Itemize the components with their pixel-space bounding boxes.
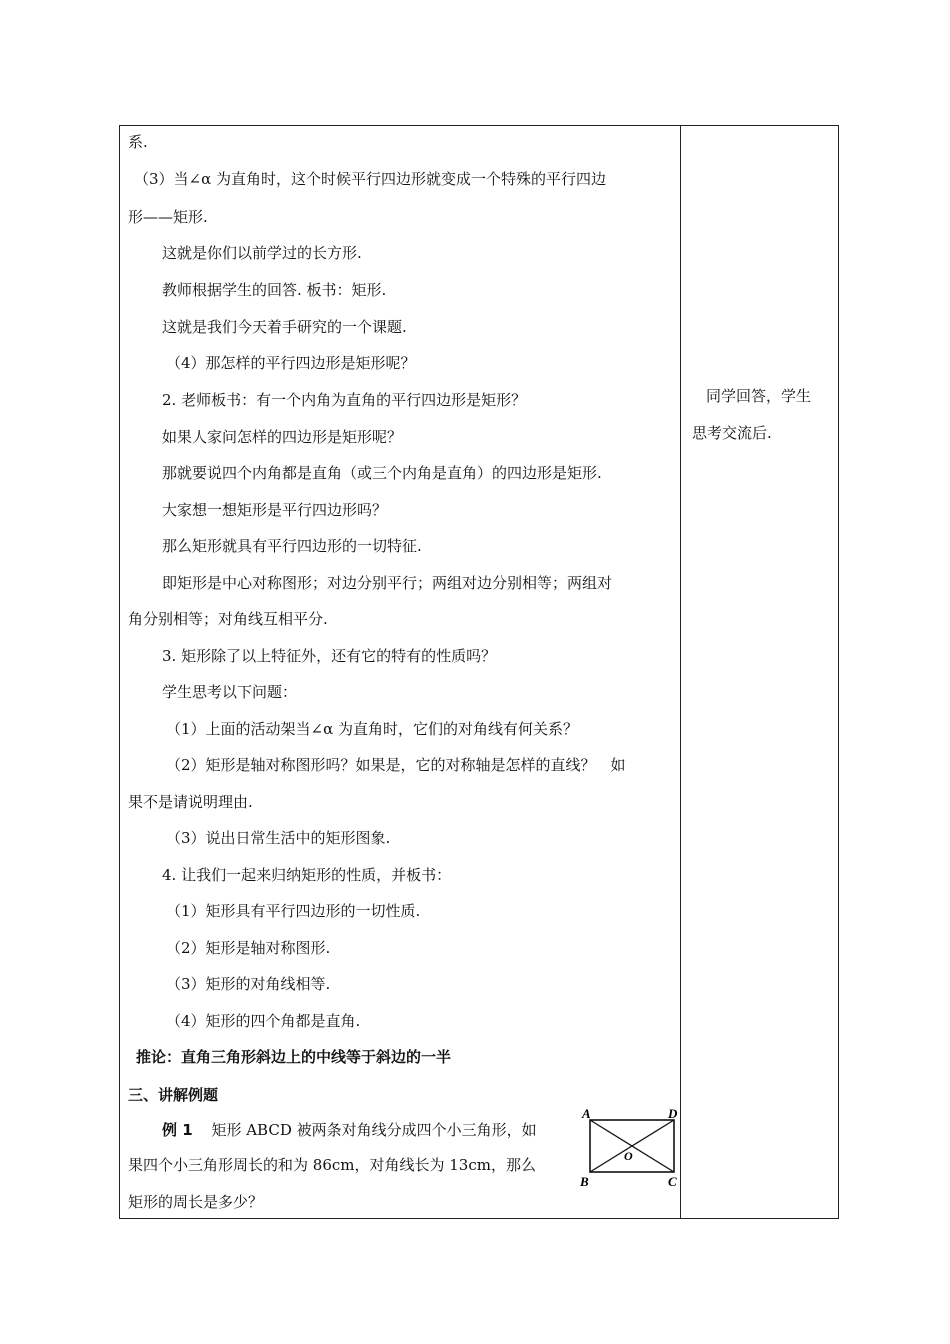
column-divider bbox=[680, 125, 681, 1219]
text-line: （2）矩形是轴对称图形. bbox=[166, 939, 331, 957]
text-line: （1）上面的活动架当∠α 为直角时，它们的对角线有何关系？ bbox=[166, 720, 579, 738]
text-line: （3）说出日常生活中的矩形图象. bbox=[166, 829, 391, 847]
example-label: 例 1 bbox=[162, 1121, 193, 1139]
text-line: 2. 老师板书：有一个内角为直角的平行四边形是矩形？ bbox=[162, 391, 527, 409]
label-o: O bbox=[624, 1149, 633, 1163]
corollary: 推论：直角三角形斜边上的中线等于斜边的一半 bbox=[136, 1048, 452, 1066]
rectangle-figure bbox=[578, 1106, 682, 1190]
text-line: 果不是请说明理由. bbox=[128, 793, 253, 811]
text-line: 3. 矩形除了以上特征外，还有它的特有的性质吗？ bbox=[162, 647, 497, 665]
text-line: 那就要说四个内角都是直角（或三个内角是直角）的四边形是矩形. bbox=[162, 464, 602, 482]
label-a: A bbox=[582, 1106, 591, 1121]
side-line: 思考交流后. bbox=[692, 424, 772, 442]
text-line: （4）矩形的四个角都是直角. bbox=[166, 1012, 361, 1030]
section-title: 三、讲解例题 bbox=[128, 1086, 219, 1104]
text-line: 即矩形是中心对称图形；对边分别平行；两组对边分别相等；两组对 bbox=[162, 574, 613, 592]
text-line: （3）矩形的对角线相等. bbox=[166, 975, 331, 993]
text-line: （4）那怎样的平行四边形是矩形呢？ bbox=[166, 354, 416, 372]
text-line: 这就是你们以前学过的长方形. bbox=[162, 244, 362, 262]
text-line: 学生思考以下问题： bbox=[162, 683, 298, 701]
text-line: （2）矩形是轴对称图形吗？如果是，它的对称轴是怎样的直线？ 如 bbox=[166, 756, 626, 774]
text-line: 大家想一想矩形是平行四边形吗？ bbox=[162, 501, 388, 519]
text-line: 系. bbox=[128, 133, 148, 151]
text-line: 教师根据学生的回答. 板书：矩形. bbox=[162, 281, 387, 299]
text-line: 4. 让我们一起来归纳矩形的性质，并板书： bbox=[162, 866, 452, 884]
text-line: 那么矩形就具有平行四边形的一切特征. bbox=[162, 537, 422, 555]
text-line: （3）当∠α 为直角时，这个时候平行四边形就变成一个特殊的平行四边 bbox=[134, 170, 607, 188]
example-line bbox=[162, 1120, 537, 1140]
label-c: C bbox=[668, 1174, 677, 1189]
text-line: 这就是我们今天着手研究的一个课题. bbox=[162, 318, 407, 336]
example-text: 矩形 ABCD 被两条对角线分成四个小三角形，如 bbox=[211, 1121, 537, 1139]
text-line: 如果人家问怎样的四边形是矩形呢？ bbox=[162, 428, 403, 446]
text-line: 角分别相等；对角线互相平分. bbox=[128, 610, 328, 628]
text-line: 形——矩形. bbox=[128, 208, 208, 226]
label-d: D bbox=[668, 1106, 678, 1121]
example-line: 果四个小三角形周长的和为 86cm，对角线长为 13cm，那么 bbox=[128, 1156, 536, 1174]
text-line: （1）矩形具有平行四边形的一切性质. bbox=[166, 902, 421, 920]
side-line: 同学回答，学生 bbox=[706, 387, 812, 405]
label-b: B bbox=[580, 1174, 589, 1189]
example-line: 矩形的周长是多少？ bbox=[128, 1193, 264, 1211]
